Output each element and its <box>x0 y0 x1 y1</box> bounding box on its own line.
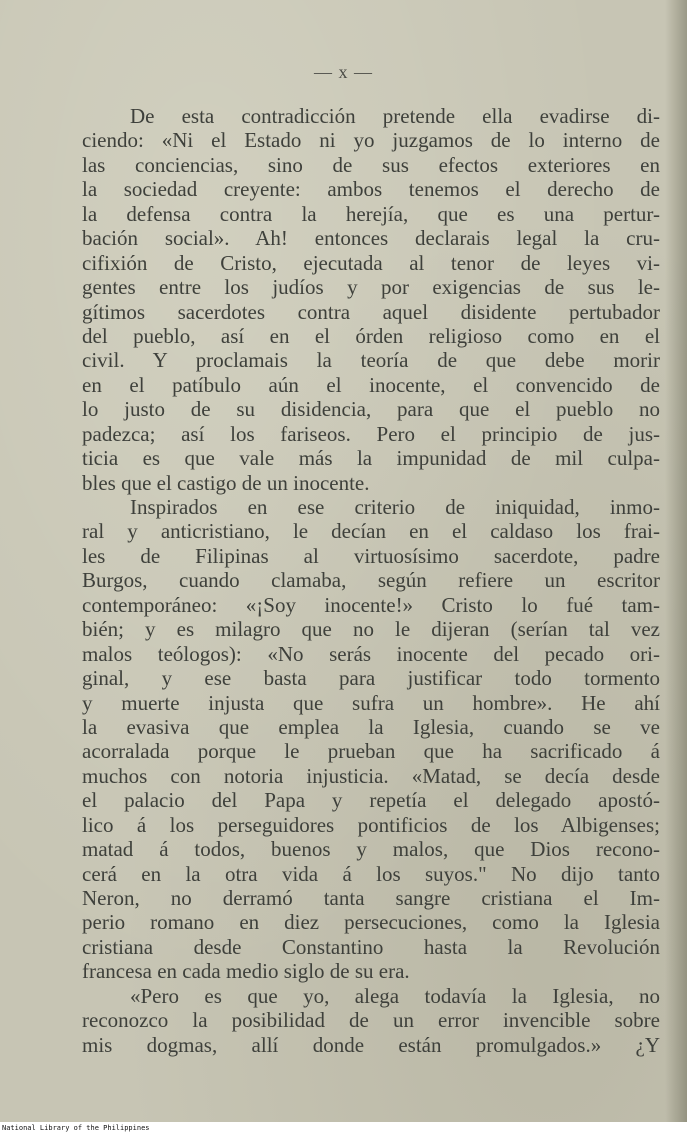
text-line: bién; y es milagro que no le dijeran (serían tal vez <box>82 617 660 642</box>
text-line: mis dogmas, allí donde están promulgados.» ¿Y <box>82 1032 660 1057</box>
text-line: acorralada porque le prueban que ha sacrificado á <box>82 739 660 764</box>
text-line: las conciencias, sino de sus efectos exteriores en <box>82 152 660 177</box>
text-line: perio romano en diez persecuciones, como la Iglesia <box>82 910 660 935</box>
library-credit: National Library of the Philippines <box>2 1124 150 1132</box>
text-line: bación social». Ah! entonces declarais legal la cru- <box>82 226 660 251</box>
text-line: muchos con notoria injusticia. «Matad, se decía desde <box>82 763 660 788</box>
text-line: matad á todos, buenos y malos, que Dios recono- <box>82 837 660 862</box>
text-line: padezca; así los fariseos. Pero el principio de jus- <box>82 421 660 446</box>
text-line: gentes entre los judíos y por exigencias de sus le- <box>82 275 660 300</box>
text-line: francesa en cada medio siglo de su era. <box>82 959 410 984</box>
text-line: Burgos, cuando clamaba, según refiere un escritor <box>82 568 660 593</box>
text-line: lo justo de su disidencia, para que el pueblo no <box>82 397 660 422</box>
text-line: la sociedad creyente: ambos tenemos el derecho de <box>82 177 660 202</box>
text-line: la defensa contra la herejía, que es una pertur- <box>82 201 660 226</box>
text-line: De esta contradicción pretende ella evadirse di- <box>130 104 660 128</box>
text-line: cifixión de Cristo, ejecutada al tenor de leyes vi- <box>82 250 660 275</box>
text-line: cerá en la otra vida á los suyos." No dijo tanto <box>82 861 660 886</box>
text-line: «Pero es que yo, alega todavía la Iglesia, no <box>130 983 660 1008</box>
text-line: y muerte injusta que sufra un hombre». He ahí <box>82 690 660 715</box>
text-line: Inspirados en ese criterio de iniquidad, inmo- <box>130 495 660 519</box>
text-line: ciendo: «Ni el Estado ni yo juzgamos de lo interno de <box>82 128 660 153</box>
body-text <box>82 104 660 1057</box>
text-line: la evasiva que emplea la Iglesia, cuando se ve <box>82 714 660 739</box>
text-line: bles que el castigo de un inocente. <box>82 470 370 495</box>
text-line: civil. Y proclamais la teoría de que debe morir <box>82 348 660 373</box>
text-line: lico á los perseguidores pontificios de los Albigenses; <box>82 812 660 837</box>
text-line: en el patíbulo aún el inocente, el convencido de <box>82 372 660 397</box>
text-line: ticia es que vale más la impunidad de mil culpa- <box>82 446 660 471</box>
text-line: les de Filipinas al virtuosísimo sacerdote, padre <box>82 543 660 568</box>
page-number-header: — x — <box>314 62 373 82</box>
text-line: Neron, no derramó tanta sangre cristiana el Im- <box>82 886 660 910</box>
text-line: del pueblo, así en el órden religioso como en el <box>82 323 660 348</box>
text-line: ginal, y ese basta para justificar todo tormento <box>82 666 660 691</box>
text-line: el palacio del Papa y repetía el delegado apostó- <box>82 788 660 813</box>
text-line: cristiana desde Constantino hasta la Revolución <box>82 934 660 959</box>
text-line: malos teólogos): «No serás inocente del pecado ori- <box>82 641 660 666</box>
text-line: reconozco la posibilidad de un error invencible sobre <box>82 1008 660 1033</box>
text-line: ral y anticristiano, le decían en el caldaso los frai- <box>82 519 660 544</box>
text-line: gítimos sacerdotes contra aquel disidente pertubador <box>82 299 660 324</box>
text-line: contemporáneo: «¡Soy inocente!» Cristo lo fué tam- <box>82 592 660 617</box>
